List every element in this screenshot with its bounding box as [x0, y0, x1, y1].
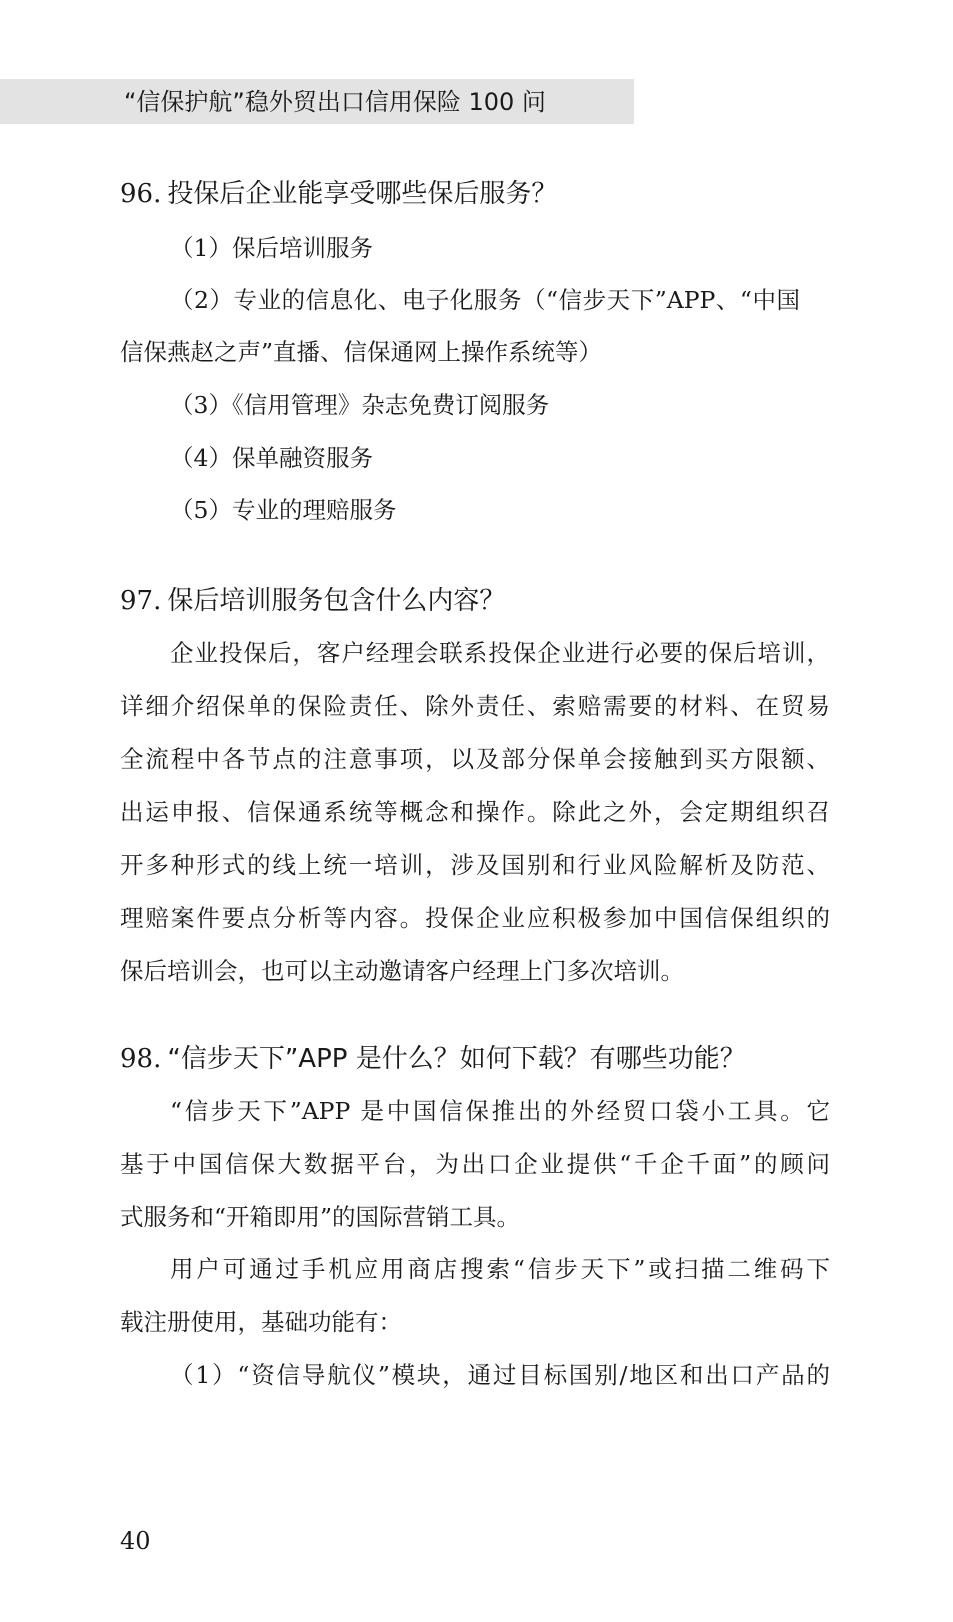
question-96-heading: [120, 176, 557, 212]
answer-line: （5）专业的理赔服务: [170, 496, 397, 524]
answer-line: 理赔案件要点分析等内容。投保企业应积极参加中国信保组织的: [120, 904, 830, 932]
answer-line: 详细介绍保单的保险责任、除外责任、索赔需要的材料、在贸易: [120, 692, 830, 720]
answer-line: （4）保单融资服务: [170, 444, 373, 472]
question-text: “信步天下”APP 是什么？如何下载？有哪些功能？: [167, 1044, 746, 1074]
running-header-title: “信保护航”稳外贸出口信用保险 100 问: [124, 88, 546, 116]
answer-line: “信步天下”APP 是中国信保推出的外经贸口袋小工具。它: [170, 1097, 830, 1125]
question-number: 97.: [120, 586, 162, 616]
answer-line: 全流程中各节点的注意事项，以及部分保单会接触到买方限额、: [120, 745, 830, 773]
answer-line: 式服务和“开箱即用”的国际营销工具。: [120, 1203, 521, 1231]
answer-line: （2）专业的信息化、电子化服务（“信步天下”APP、“中国: [170, 286, 800, 314]
question-98-heading: [120, 1041, 746, 1077]
answer-line: （1）“资信导航仪”模块，通过目标国别/地区和出口产品的: [170, 1361, 830, 1389]
answer-line: 企业投保后，客户经理会联系投保企业进行必要的保后培训，: [170, 639, 830, 667]
question-text: 投保后企业能享受哪些保后服务？: [167, 179, 558, 209]
answer-line: （1）保后培训服务: [170, 234, 373, 262]
answer-line: 载注册使用，基础功能有：: [120, 1308, 402, 1336]
answer-line: 基于中国信保大数据平台，为出口企业提供“千企千面”的顾问: [120, 1150, 830, 1178]
answer-line: 保后培训会，也可以主动邀请客户经理上门多次培训。: [120, 957, 684, 985]
answer-line: 出运申报、信保通系统等概念和操作。除此之外，会定期组织召: [120, 798, 830, 826]
answer-line: （3）《信用管理》杂志免费订阅服务: [170, 391, 550, 419]
answer-line: 信保燕赵之声”直播、信保通网上操作系统等）: [120, 338, 603, 366]
question-text: 保后培训服务包含什么内容？: [167, 586, 506, 616]
question-number: 96.: [120, 179, 162, 209]
question-number: 98.: [120, 1044, 162, 1074]
question-97-heading: [120, 583, 505, 619]
page-number: 40: [120, 1527, 151, 1555]
answer-line: 用户可通过手机应用商店搜索“信步天下”或扫描二维码下: [170, 1255, 830, 1283]
answer-line: 开多种形式的线上统一培训，涉及国别和行业风险解析及防范、: [120, 851, 830, 879]
